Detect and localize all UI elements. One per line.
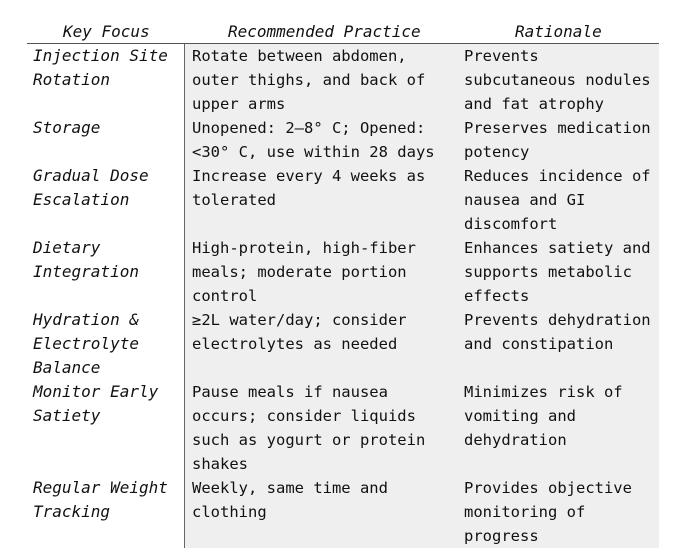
cell-line: Enhances satiety and [464,239,651,257]
row-key-focus [27,44,185,116]
row-key-focus [27,164,185,236]
table-row [27,44,659,116]
cell-line: Dietary [33,238,101,257]
cell-line: Rotate between abdomen, [192,47,407,65]
cell-line: such as yogurt or protein [192,431,426,449]
cell-line: Reduces incidence of [464,167,651,185]
cell-line: Increase every 4 weeks as [192,167,426,185]
cell-line: Storage [33,118,101,137]
header-recommended-practice: Recommended Practice [228,22,421,41]
cell-line: effects [464,287,530,305]
table-body [27,44,659,548]
cell-line: clothing [192,503,267,521]
table-row [27,116,659,164]
cell-line: Regular Weight [33,478,168,497]
row-key-focus [27,236,185,308]
row-recommended-practice [185,380,456,476]
cell-line: monitoring of [464,503,586,521]
cell-line: subcutaneous nodules [464,71,651,89]
cell-line: <30° C, use within 28 days [192,143,435,161]
cell-line: Satiety [33,406,101,425]
row-rationale [456,476,659,548]
row-key-focus [27,380,185,476]
cell-line: Unopened: 2–8° C; Opened: [192,119,426,137]
cell-line: Hydration & [33,310,139,329]
cell-line: electrolytes as needed [192,335,398,353]
table-row [27,236,659,308]
cell-line: nausea and GI [464,191,586,209]
table-row [27,476,659,548]
table-row [27,380,659,476]
cell-line: dehydration [464,431,567,449]
row-recommended-practice [185,476,456,548]
cell-line: Tracking [33,502,111,521]
table-row [27,308,659,380]
cell-line: High-protein, high-fiber [192,239,416,257]
cell-line: shakes [192,455,248,473]
header-rationale: Rationale [515,22,602,41]
cell-line: tolerated [192,191,276,209]
cell-line: outer thighs, and back of [192,71,426,89]
row-recommended-practice [185,164,456,236]
cell-line: Prevents [464,47,539,65]
cell-line: control [192,287,258,305]
cell-line: Weekly, same time and [192,479,388,497]
cell-line: supports metabolic [464,263,632,281]
row-key-focus [27,476,185,548]
row-recommended-practice [185,44,456,116]
cell-line: Escalation [33,190,130,209]
cell-line: progress [464,527,539,545]
row-recommended-practice [185,308,456,380]
row-rationale [456,236,659,308]
cell-line: and fat atrophy [464,95,604,113]
cell-line: meals; moderate portion [192,263,407,281]
row-rationale [456,308,659,380]
cell-line: Balance [33,358,101,377]
row-key-focus [27,308,185,380]
row-rationale [456,116,659,164]
cell-line: upper arms [192,95,286,113]
header-key-focus: Key Focus [63,22,150,41]
row-key-focus [27,116,185,164]
cell-line: Injection Site [33,46,168,65]
cell-line: ≥2L water/day; consider [192,311,407,329]
row-rationale [456,44,659,116]
cell-line: potency [464,143,530,161]
cell-line: occurs; consider liquids [192,407,416,425]
cell-line: Pause meals if nausea [192,383,388,401]
guidelines-table [27,19,659,548]
row-rationale [456,380,659,476]
cell-line: Preserves medication [464,119,651,137]
cell-line: Integration [33,262,139,281]
cell-line: Monitor Early [33,382,159,401]
cell-line: Electrolyte [33,334,139,353]
cell-line: vomiting and [464,407,576,425]
row-recommended-practice [185,236,456,308]
table-row [27,164,659,236]
cell-line: Gradual Dose [33,166,149,185]
cell-line: Provides objective [464,479,632,497]
cell-line: discomfort [464,215,558,233]
table-header [27,19,659,44]
cell-line: Prevents dehydration [464,311,651,329]
row-rationale [456,164,659,236]
cell-line: Rotation [33,70,111,89]
cell-line: Minimizes risk of [464,383,623,401]
row-recommended-practice [185,116,456,164]
cell-line: and constipation [464,335,614,353]
